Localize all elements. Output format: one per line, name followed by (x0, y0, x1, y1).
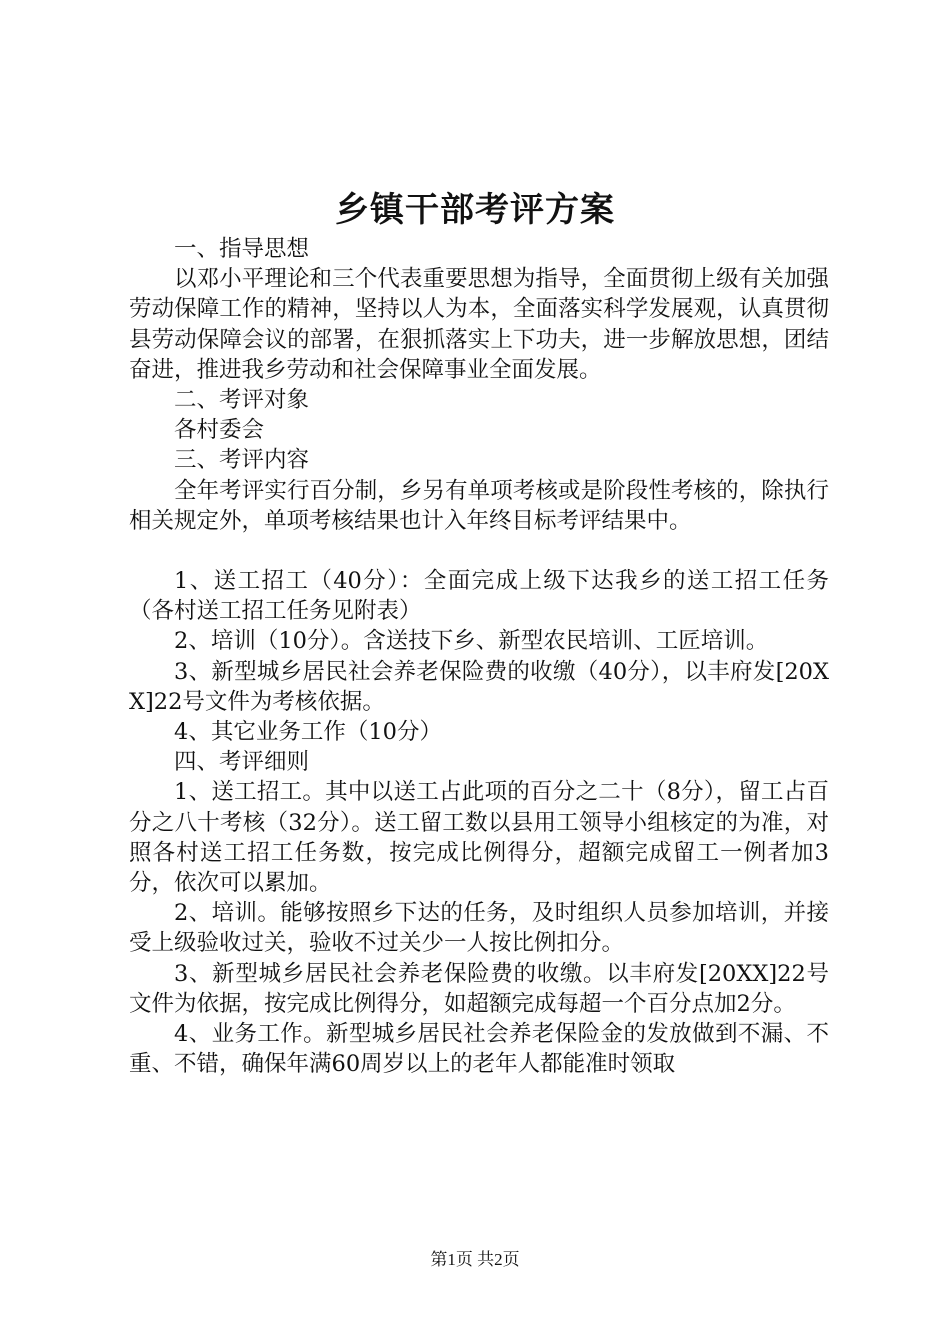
content-item-3: 3、新型城乡居民社会养老保险费的收缴（40分），以丰府发[20XX]22号文件为考核依据。 (129, 658, 829, 715)
content-item-1: 1、送工招工（40分）：全面完成上级下达我乡的送工招工任务（各村送工招工任务见附表） (129, 568, 829, 625)
content-item-2: 2、培训（10分）。含送技下乡、新型农民培训、工匠培训。 (174, 628, 769, 655)
section-heading-evaluation-rules: 四、考评细则 (174, 749, 310, 776)
page-footer: 第1页 共2页 (430, 1250, 520, 1269)
rule-item-3: 3、新型城乡居民社会养老保险费的收缴。以丰府发[20XX]22号文件为依据，按完成比例得分，如超额完成每超一个百分点加2分。 (129, 960, 829, 1017)
document-body (129, 234, 829, 1079)
section-heading-evaluation-content: 三、考评内容 (174, 447, 310, 474)
paragraph-evaluation-content: 全年考评实行百分制，乡另有单项考核或是阶段性考核的，除执行相关规定外，单项考核结果也计入年终目标考评结果中。 (129, 477, 829, 534)
rule-item-4: 4、业务工作。新型城乡居民社会养老保险金的发放做到不漏、不重、不错，确保年满60周岁以上的老年人都能准时领取 (129, 1021, 829, 1078)
document-title: 乡镇干部考评方案 (335, 190, 615, 230)
rule-item-1: 1、送工招工。其中以送工占此项的百分之二十（8分），留工占百分之八十考核（32分）。送工留工数以县用工领导小组核定的为准，对照各村送工招工任务数，按完成比例得分，超额完成留工一例者加3分，依次可以累加。 (129, 779, 829, 897)
section-heading-evaluation-target: 二、考评对象 (174, 387, 310, 414)
content-item-4: 4、其它业务工作（10分） (174, 719, 442, 746)
paragraph-evaluation-target: 各村委会 (174, 417, 265, 444)
paragraph-guiding-ideology: 以邓小平理论和三个代表重要思想为指导，全面贯彻上级有关加强劳动保障工作的精神，坚持以人为本，全面落实科学发展观，认真贯彻县劳动保障会议的部署，在狠抓落实上下功夫，进一步解放思想，团结奋进，推进我乡劳动和社会保障事业全面发展。 (129, 266, 829, 383)
rule-item-2: 2、培训。能够按照乡下达的任务，及时组织人员参加培训，并接受上级验收过关，验收不过关少一人按比例扣分。 (129, 900, 829, 957)
section-heading-guiding-ideology: 一、指导思想 (174, 236, 310, 262)
